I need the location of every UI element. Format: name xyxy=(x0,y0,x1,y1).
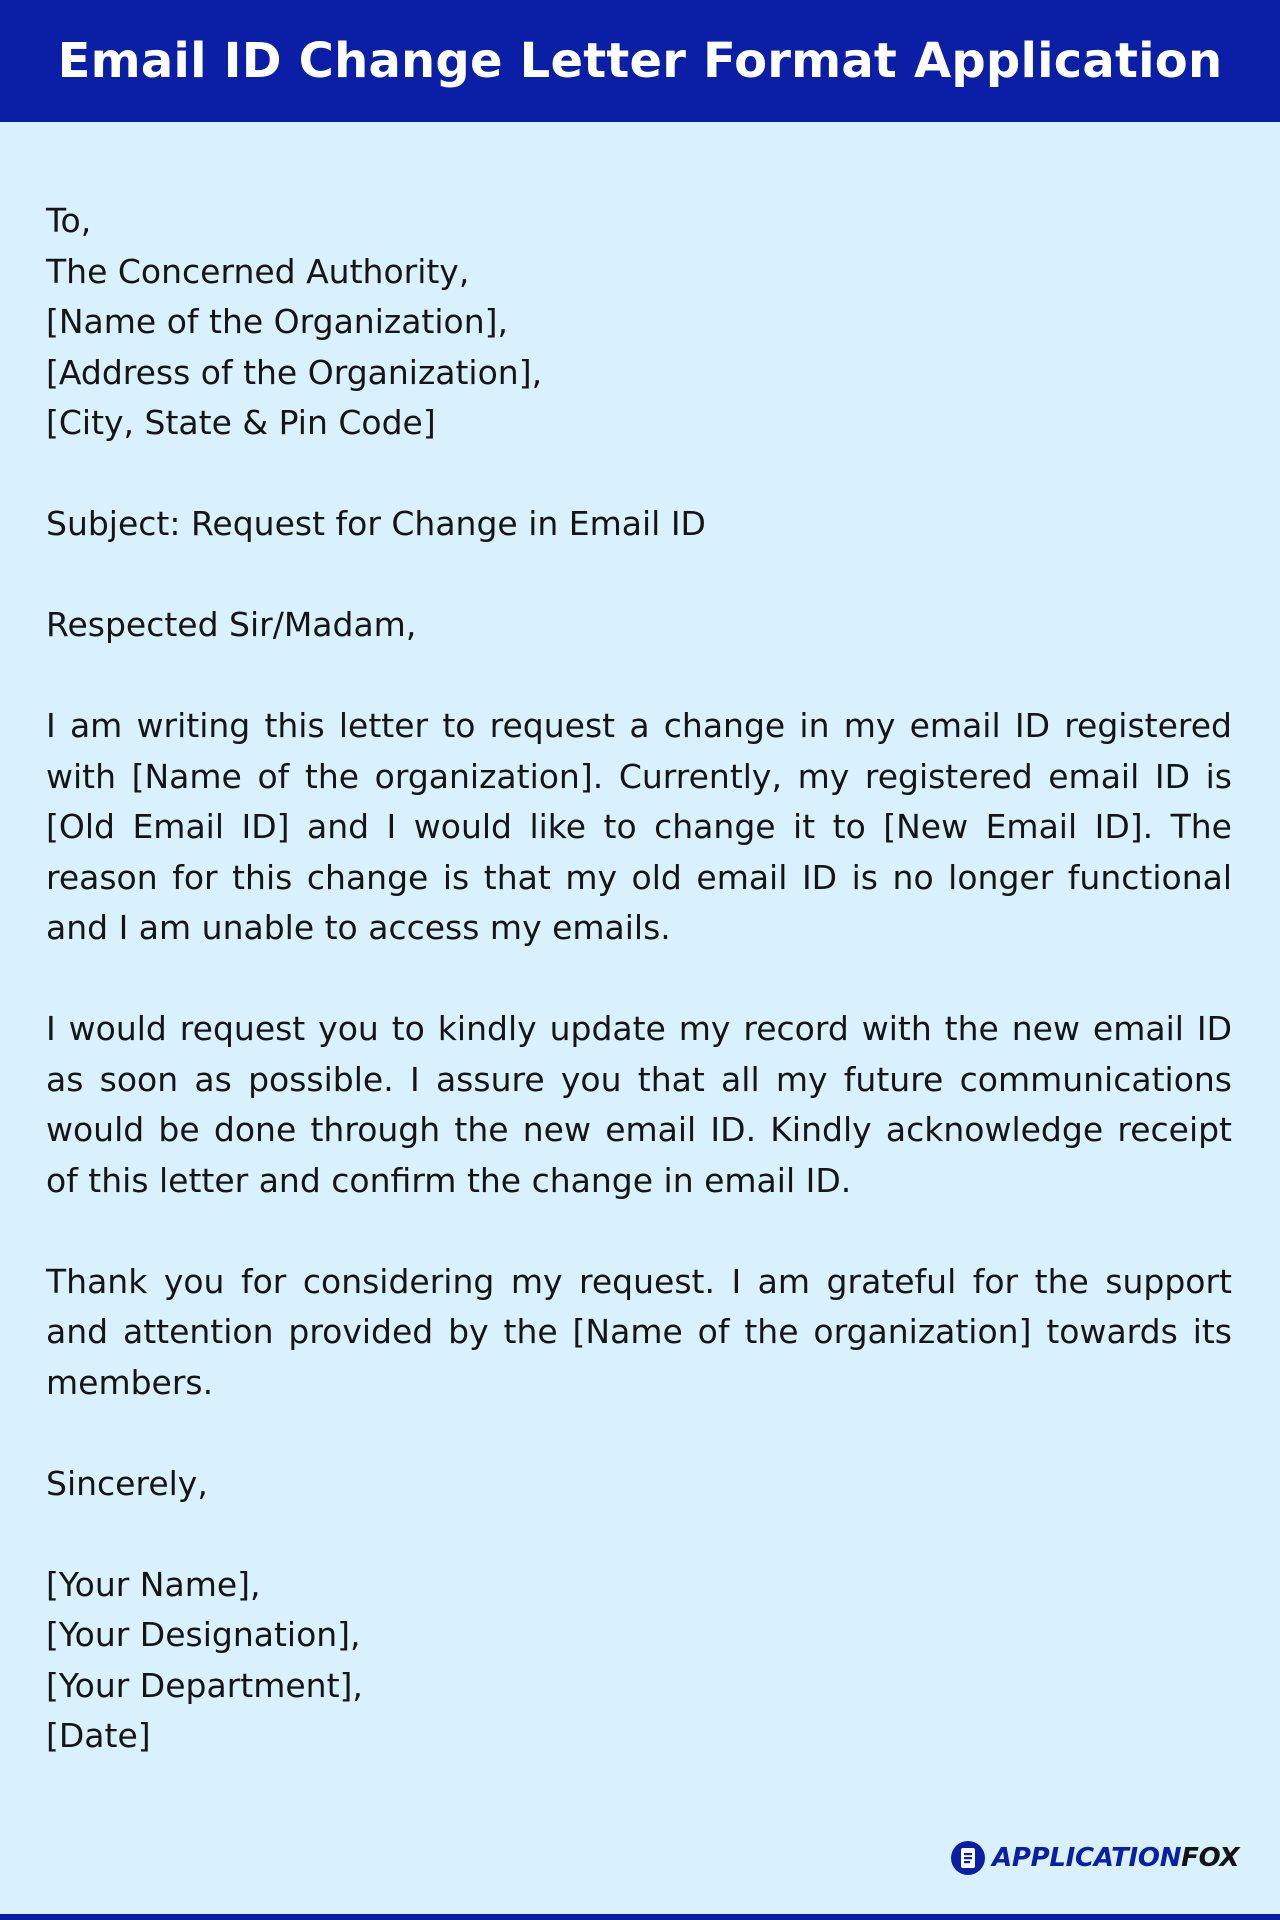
header-banner xyxy=(0,0,1280,122)
signature-line: [Your Name], xyxy=(46,1564,261,1604)
signature-line: [Your Designation], xyxy=(46,1615,361,1654)
logo-text-application: APPLICATION xyxy=(992,1843,1182,1873)
address-line: [Address of the Organization], xyxy=(46,352,543,392)
logo-text-fox: FOX xyxy=(1181,1843,1240,1873)
body-paragraph: Thank you for considering my request. I am grateful for the support and attention provided by the [Name of the organization] towards its members. xyxy=(46,1261,1232,1402)
closing: Sincerely, xyxy=(46,1463,208,1503)
logo-text xyxy=(992,1843,1239,1873)
signature-line: [Date] xyxy=(46,1716,151,1755)
signature-block xyxy=(46,1560,1232,1762)
address-line: To, xyxy=(46,201,92,240)
address-line: The Concerned Authority, xyxy=(46,251,470,291)
page-title: Email ID Change Letter Format Application xyxy=(57,33,1223,89)
recipient-address xyxy=(46,196,1232,449)
bottom-border xyxy=(0,1914,1280,1920)
address-line: [Name of the Organization], xyxy=(46,302,508,341)
document-icon xyxy=(950,1840,986,1876)
signature-line: [Your Department], xyxy=(46,1665,363,1705)
salutation: Respected Sir/Madam, xyxy=(46,605,417,644)
subject-line: Subject: Request for Change in Email ID xyxy=(46,504,706,543)
address-line: [City, State & Pin Code] xyxy=(46,403,436,442)
body-paragraph: I am writing this letter to request a change in my email ID registered with [Name of the organization]. Currently, my registered email ID is [Old Email ID] and I would like to change it to [New Email ID]. The reason for this change is that my old email ID is no longer functional and I am unable to access my emails. xyxy=(46,706,1232,947)
body-paragraph: I would request you to kindly update my record with the new email ID as soon as possible. I assure you that all my future communications would be done through the new email ID. Kindly acknowledge receipt of this letter and confirm the change in email ID. xyxy=(46,1009,1232,1200)
applicationfox-logo xyxy=(950,1838,1239,1878)
letter-body xyxy=(46,196,1232,1762)
